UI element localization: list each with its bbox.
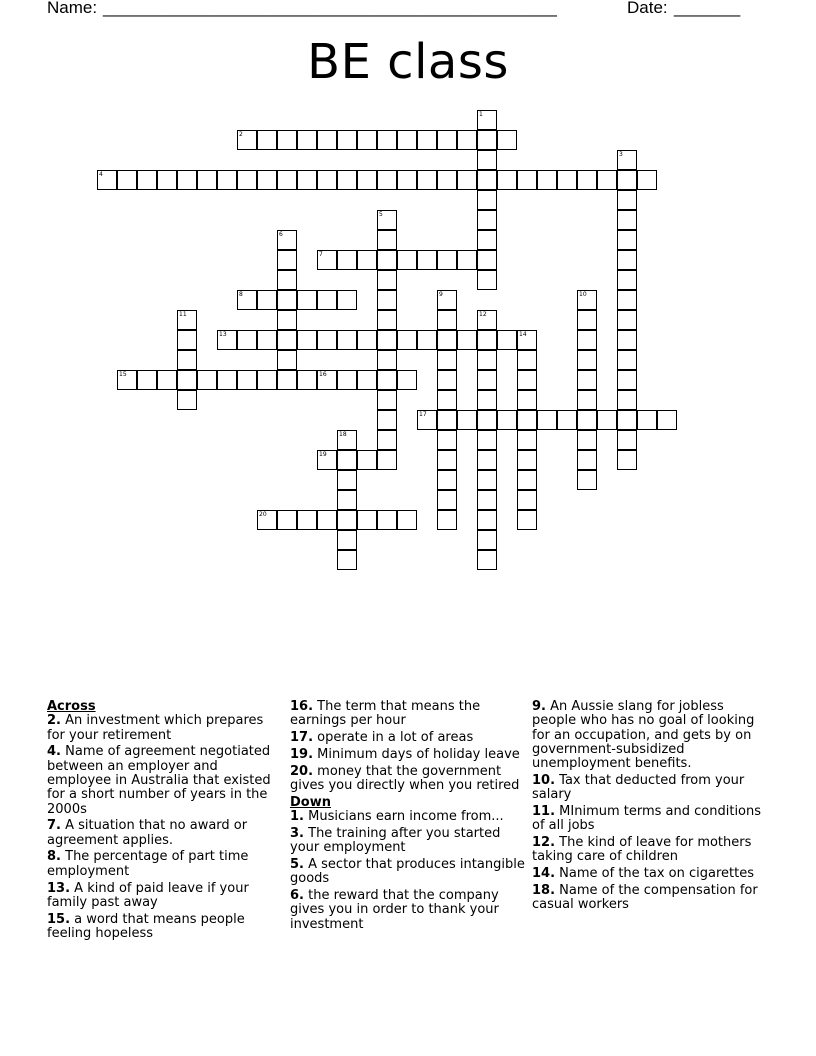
- clue-item: [532, 805, 768, 834]
- crossword-cell[interactable]: [197, 370, 217, 390]
- crossword-cell[interactable]: [357, 250, 377, 270]
- crossword-cell[interactable]: [477, 430, 497, 450]
- crossword-cell[interactable]: [137, 370, 157, 390]
- clue-item: [290, 748, 526, 762]
- clue-number: 19.: [290, 746, 314, 762]
- cell-number: 20: [259, 511, 267, 518]
- clue-text: MInimum terms and conditions of all jobs: [532, 804, 762, 834]
- clue-column-2: [290, 700, 526, 934]
- cell-number: 8: [239, 291, 243, 298]
- clue-number: 13.: [47, 880, 71, 896]
- crossword-cell[interactable]: [177, 330, 197, 350]
- crossword-cell[interactable]: [117, 370, 137, 390]
- crossword-cell[interactable]: [377, 350, 397, 370]
- clue-item: [290, 827, 526, 856]
- clue-number: 8.: [47, 849, 61, 865]
- crossword-cell[interactable]: [337, 530, 357, 550]
- crossword-cell[interactable]: [377, 170, 397, 190]
- crossword-cell[interactable]: [337, 330, 357, 350]
- clue-text: Name of the tax on cigarettes: [559, 866, 755, 882]
- cell-number: 4: [99, 171, 103, 178]
- clue-number: 12.: [532, 835, 556, 851]
- clue-item: [290, 810, 526, 824]
- crossword-cell[interactable]: [617, 150, 637, 170]
- crossword-cell[interactable]: [437, 430, 457, 450]
- crossword-cell[interactable]: [577, 170, 597, 190]
- cell-number: 5: [379, 211, 383, 218]
- crossword-cell[interactable]: [477, 370, 497, 390]
- crossword-cell[interactable]: [217, 170, 237, 190]
- crossword-cell[interactable]: [597, 410, 617, 430]
- crossword-cell[interactable]: [217, 370, 237, 390]
- crossword-cell[interactable]: [577, 430, 597, 450]
- crossword-cell[interactable]: [617, 290, 637, 310]
- crossword-cell[interactable]: [317, 290, 337, 310]
- crossword-cell[interactable]: [377, 210, 397, 230]
- crossword-cell[interactable]: [477, 550, 497, 570]
- crossword-cell[interactable]: [457, 410, 477, 430]
- crossword-cell[interactable]: [337, 370, 357, 390]
- cell-number: 19: [319, 451, 327, 458]
- crossword-cell[interactable]: [297, 170, 317, 190]
- clue-number: 15.: [47, 911, 71, 927]
- clue-item: [532, 774, 768, 803]
- crossword-cell[interactable]: [277, 310, 297, 330]
- crossword-cell[interactable]: [497, 330, 517, 350]
- crossword-cell[interactable]: [617, 190, 637, 210]
- crossword-cell[interactable]: [477, 530, 497, 550]
- crossword-cell[interactable]: [637, 170, 657, 190]
- clue-text: A kind of paid leave if your family past away: [47, 880, 249, 910]
- cell-number: 15: [119, 371, 127, 378]
- crossword-cell[interactable]: [477, 110, 497, 130]
- cell-number: 11: [179, 311, 187, 318]
- crossword-cell[interactable]: [577, 330, 597, 350]
- crossword-cell[interactable]: [617, 270, 637, 290]
- crossword-cell[interactable]: [277, 510, 297, 530]
- crossword-cell[interactable]: [337, 250, 357, 270]
- crossword-cell[interactable]: [317, 450, 337, 470]
- clue-text: An Aussie slang for jobless people who has no goal of looking for an occupation, and gets by on government-subsidized unemployment benefits.: [532, 699, 755, 772]
- crossword-cell[interactable]: [437, 490, 457, 510]
- crossword-cell[interactable]: [257, 130, 277, 150]
- crossword-cell[interactable]: [417, 250, 437, 270]
- clue-item: [290, 858, 526, 887]
- across-heading: Across: [47, 699, 96, 714]
- cell-number: 9: [439, 291, 443, 298]
- crossword-cell[interactable]: [477, 490, 497, 510]
- crossword-cell[interactable]: [437, 350, 457, 370]
- crossword-cell[interactable]: [437, 410, 457, 430]
- crossword-cell[interactable]: [617, 390, 637, 410]
- clue-text: money that the government gives you directly when you retired: [290, 763, 520, 793]
- crossword-cell[interactable]: [497, 130, 517, 150]
- crossword-cell[interactable]: [257, 290, 277, 310]
- crossword-cell[interactable]: [337, 490, 357, 510]
- cell-number: 18: [339, 431, 347, 438]
- crossword-cell[interactable]: [437, 250, 457, 270]
- crossword-cell[interactable]: [277, 250, 297, 270]
- clue-text: A sector that produces intangible goods: [290, 856, 525, 887]
- cell-number: 3: [619, 151, 623, 158]
- clue-number: 11.: [532, 804, 556, 820]
- crossword-cell[interactable]: [277, 230, 297, 250]
- crossword-cell[interactable]: [377, 450, 397, 470]
- crossword-cell[interactable]: [357, 170, 377, 190]
- clue-item: [47, 714, 283, 743]
- crossword-cell[interactable]: [297, 290, 317, 310]
- crossword-cell[interactable]: [497, 170, 517, 190]
- crossword-cell[interactable]: [337, 510, 357, 530]
- crossword-cell[interactable]: [357, 450, 377, 470]
- crossword-cell[interactable]: [257, 370, 277, 390]
- crossword-cell[interactable]: [377, 390, 397, 410]
- clue-number: 2.: [47, 713, 61, 729]
- crossword-cell[interactable]: [397, 250, 417, 270]
- crossword-cell[interactable]: [397, 170, 417, 190]
- crossword-cell[interactable]: [557, 170, 577, 190]
- crossword-cell[interactable]: [237, 130, 257, 150]
- crossword-cell[interactable]: [377, 230, 397, 250]
- clue-number: 14.: [532, 866, 556, 882]
- clue-item: [532, 836, 768, 865]
- cell-number: 10: [579, 291, 587, 298]
- crossword-cell[interactable]: [337, 290, 357, 310]
- crossword-cell[interactable]: [337, 430, 357, 450]
- crossword-cell[interactable]: [337, 550, 357, 570]
- crossword-cell[interactable]: [317, 510, 337, 530]
- crossword-cell[interactable]: [377, 330, 397, 350]
- crossword-cell[interactable]: [177, 350, 197, 370]
- crossword-cell[interactable]: [437, 310, 457, 330]
- crossword-cell[interactable]: [277, 170, 297, 190]
- crossword-cell[interactable]: [517, 390, 537, 410]
- crossword-cell[interactable]: [517, 450, 537, 470]
- crossword-cell[interactable]: [377, 270, 397, 290]
- crossword-cell[interactable]: [377, 430, 397, 450]
- cell-number: 1: [479, 111, 483, 118]
- clue-number: 10.: [532, 772, 556, 788]
- cell-number: 14: [519, 331, 527, 338]
- clue-text: the reward that the company gives you in order to thank your investment: [290, 888, 499, 932]
- clue-text: Name of agreement negotiated between an employer and employee in Australia that existed for a short number of years in the 2000s: [47, 744, 271, 817]
- clue-item: [47, 819, 283, 848]
- crossword-cell[interactable]: [617, 370, 637, 390]
- crossword-cell[interactable]: [657, 410, 677, 430]
- down-heading: Down: [290, 794, 331, 810]
- crossword-cell[interactable]: [357, 370, 377, 390]
- crossword-cell[interactable]: [237, 370, 257, 390]
- crossword-cell[interactable]: [537, 170, 557, 190]
- crossword-cell[interactable]: [437, 390, 457, 410]
- crossword-cell[interactable]: [477, 310, 497, 330]
- crossword-cell[interactable]: [457, 130, 477, 150]
- crossword-cell[interactable]: [157, 370, 177, 390]
- crossword-cell[interactable]: [437, 170, 457, 190]
- crossword-cell[interactable]: [577, 390, 597, 410]
- crossword-cell[interactable]: [637, 410, 657, 430]
- crossword-cell[interactable]: [417, 330, 437, 350]
- crossword-cell[interactable]: [497, 410, 517, 430]
- clue-text: a word that means people feeling hopeless: [47, 911, 245, 941]
- clue-number: 16.: [290, 699, 314, 714]
- crossword-cell[interactable]: [437, 370, 457, 390]
- crossword-cell[interactable]: [277, 270, 297, 290]
- crossword-cell[interactable]: [617, 310, 637, 330]
- crossword-cell[interactable]: [517, 490, 537, 510]
- name-field-line[interactable]: ________________________________________________: [103, 0, 557, 17]
- clue-number: 5.: [290, 856, 304, 872]
- crossword-cell[interactable]: [317, 370, 337, 390]
- crossword-cell[interactable]: [577, 310, 597, 330]
- crossword-cell[interactable]: [577, 350, 597, 370]
- clue-item: [532, 884, 768, 913]
- crossword-cell[interactable]: [137, 170, 157, 190]
- clue-item: [290, 765, 526, 794]
- clue-item: [532, 867, 768, 881]
- crossword-cell[interactable]: [157, 170, 177, 190]
- crossword-cell[interactable]: [517, 470, 537, 490]
- clue-column-1: [47, 700, 283, 944]
- crossword-cell[interactable]: [517, 410, 537, 430]
- crossword-cell[interactable]: [317, 170, 337, 190]
- crossword-cell[interactable]: [217, 330, 237, 350]
- clue-item: [290, 731, 526, 745]
- cell-number: 16: [319, 371, 327, 378]
- cell-number: 12: [479, 311, 487, 318]
- crossword-cell[interactable]: [237, 290, 257, 310]
- crossword-cell[interactable]: [377, 370, 397, 390]
- clue-number: 9.: [532, 699, 546, 714]
- crossword-cell[interactable]: [617, 330, 637, 350]
- crossword-cell[interactable]: [517, 370, 537, 390]
- crossword-cell[interactable]: [297, 370, 317, 390]
- crossword-cell[interactable]: [237, 330, 257, 350]
- crossword-cell[interactable]: [297, 330, 317, 350]
- crossword-cell[interactable]: [517, 350, 537, 370]
- crossword-cell[interactable]: [517, 330, 537, 350]
- clue-text: Minimum days of holiday leave: [317, 746, 520, 762]
- clue-text: operate in a lot of areas: [317, 730, 474, 746]
- crossword-cell[interactable]: [477, 190, 497, 210]
- crossword-cell[interactable]: [337, 450, 357, 470]
- crossword-cell[interactable]: [117, 170, 137, 190]
- crossword-cell[interactable]: [177, 310, 197, 330]
- crossword-cell[interactable]: [317, 130, 337, 150]
- clue-text: The term that means the earnings per hour: [290, 699, 481, 729]
- clue-number: 3.: [290, 825, 304, 841]
- clue-text: Musicians earn income from...: [308, 809, 504, 825]
- clue-text: The percentage of part time employment: [47, 849, 249, 879]
- clue-number: 6.: [290, 888, 304, 904]
- cell-number: 2: [239, 131, 243, 138]
- crossword-cell[interactable]: [617, 230, 637, 250]
- crossword-cell[interactable]: [617, 250, 637, 270]
- crossword-cell[interactable]: [477, 150, 497, 170]
- crossword-cell[interactable]: [477, 130, 497, 150]
- crossword-cell[interactable]: [457, 250, 477, 270]
- crossword-cell[interactable]: [317, 250, 337, 270]
- clue-number: 17.: [290, 730, 314, 746]
- crossword-cell[interactable]: [277, 330, 297, 350]
- date-label: Date:: [627, 0, 668, 17]
- crossword-cell[interactable]: [357, 510, 377, 530]
- crossword-cell[interactable]: [477, 450, 497, 470]
- crossword-cell[interactable]: [377, 410, 397, 430]
- crossword-cell[interactable]: [417, 170, 437, 190]
- crossword-cell[interactable]: [437, 290, 457, 310]
- crossword-cell[interactable]: [517, 170, 537, 190]
- crossword-cell[interactable]: [297, 510, 317, 530]
- clue-item: [47, 882, 283, 911]
- crossword-cell[interactable]: [357, 130, 377, 150]
- crossword-cell[interactable]: [477, 170, 497, 190]
- clue-number: 7.: [47, 818, 61, 834]
- date-field-line[interactable]: _______: [674, 0, 741, 17]
- crossword-cell[interactable]: [477, 210, 497, 230]
- crossword-cell[interactable]: [457, 330, 477, 350]
- clue-item: [290, 889, 526, 932]
- crossword-cell[interactable]: [337, 170, 357, 190]
- crossword-cell[interactable]: [437, 510, 457, 530]
- clue-item: [532, 700, 768, 771]
- crossword-cell[interactable]: [477, 270, 497, 290]
- crossword-cell[interactable]: [517, 510, 537, 530]
- crossword-cell[interactable]: [297, 130, 317, 150]
- crossword-cell[interactable]: [177, 170, 197, 190]
- clue-number: 20.: [290, 763, 314, 779]
- clue-item: [47, 745, 283, 816]
- crossword-cell[interactable]: [537, 410, 557, 430]
- page-title: BE class: [307, 34, 509, 90]
- crossword-cell[interactable]: [357, 330, 377, 350]
- crossword-cell[interactable]: [277, 370, 297, 390]
- crossword-cell[interactable]: [337, 470, 357, 490]
- clue-text: The kind of leave for mothers taking care of children: [532, 835, 752, 865]
- crossword-cell[interactable]: [397, 370, 417, 390]
- crossword-cell[interactable]: [397, 130, 417, 150]
- crossword-cell[interactable]: [437, 470, 457, 490]
- crossword-cell[interactable]: [257, 330, 277, 350]
- crossword-cell[interactable]: [277, 130, 297, 150]
- crossword-cell[interactable]: [557, 410, 577, 430]
- clue-item: [47, 850, 283, 879]
- crossword-cell[interactable]: [397, 330, 417, 350]
- crossword-cell[interactable]: [397, 510, 417, 530]
- crossword-cell[interactable]: [577, 410, 597, 430]
- crossword-cell[interactable]: [237, 170, 257, 190]
- crossword-cell[interactable]: [477, 470, 497, 490]
- clue-text: A situation that no award or agreement applies.: [47, 818, 248, 848]
- crossword-cell[interactable]: [477, 410, 497, 430]
- crossword-cell[interactable]: [477, 510, 497, 530]
- crossword-cell[interactable]: [457, 170, 477, 190]
- clue-text: An investment which prepares for your retirement: [47, 713, 264, 743]
- crossword-cell[interactable]: [477, 390, 497, 410]
- crossword-cell[interactable]: [437, 330, 457, 350]
- crossword-cell[interactable]: [617, 350, 637, 370]
- crossword-cell[interactable]: [277, 350, 297, 370]
- crossword-cell[interactable]: [317, 330, 337, 350]
- crossword-cell[interactable]: [377, 130, 397, 150]
- crossword-cell[interactable]: [177, 390, 197, 410]
- crossword-cell[interactable]: [417, 410, 437, 430]
- crossword-cell[interactable]: [617, 450, 637, 470]
- clue-item: [47, 913, 283, 942]
- crossword-cell[interactable]: [417, 130, 437, 150]
- crossword-cell[interactable]: [477, 230, 497, 250]
- crossword-cell[interactable]: [377, 510, 397, 530]
- crossword-cell[interactable]: [617, 210, 637, 230]
- crossword-cell[interactable]: [577, 450, 597, 470]
- crossword-cell[interactable]: [617, 410, 637, 430]
- crossword-cell[interactable]: [337, 130, 357, 150]
- clue-number: 4.: [47, 744, 61, 760]
- crossword-cell[interactable]: [277, 290, 297, 310]
- name-label: Name:: [47, 0, 98, 17]
- clue-number: 18.: [532, 883, 556, 899]
- clue-number: 1.: [290, 809, 304, 825]
- crossword-cell[interactable]: [517, 430, 537, 450]
- crossword-cell[interactable]: [97, 170, 117, 190]
- crossword-cell[interactable]: [377, 290, 397, 310]
- cell-number: 7: [319, 251, 323, 258]
- crossword-cell[interactable]: [177, 370, 197, 390]
- crossword-cell[interactable]: [377, 310, 397, 330]
- cell-number: 6: [279, 231, 283, 238]
- clue-text: The training after you started your employment: [290, 825, 501, 856]
- crossword-cell[interactable]: [617, 430, 637, 450]
- clue-item: [290, 700, 526, 729]
- crossword-cell[interactable]: [437, 450, 457, 470]
- crossword-cell[interactable]: [477, 330, 497, 350]
- crossword-cell[interactable]: [377, 250, 397, 270]
- crossword-cell[interactable]: [577, 370, 597, 390]
- crossword-cell[interactable]: [257, 510, 277, 530]
- crossword-cell[interactable]: [197, 170, 217, 190]
- crossword-cell[interactable]: [477, 350, 497, 370]
- crossword-cell[interactable]: [477, 250, 497, 270]
- clue-text: Tax that deducted from your salary: [532, 772, 745, 803]
- crossword-cell[interactable]: [577, 290, 597, 310]
- cell-number: 17: [419, 411, 427, 418]
- crossword-cell[interactable]: [437, 130, 457, 150]
- clue-text: Name of the compensation for casual workers: [532, 883, 758, 913]
- cell-number: 13: [219, 331, 227, 338]
- crossword-cell[interactable]: [597, 170, 617, 190]
- crossword-cell[interactable]: [617, 170, 637, 190]
- clue-column-3: [532, 700, 768, 915]
- crossword-cell[interactable]: [257, 170, 277, 190]
- crossword-cell[interactable]: [577, 470, 597, 490]
